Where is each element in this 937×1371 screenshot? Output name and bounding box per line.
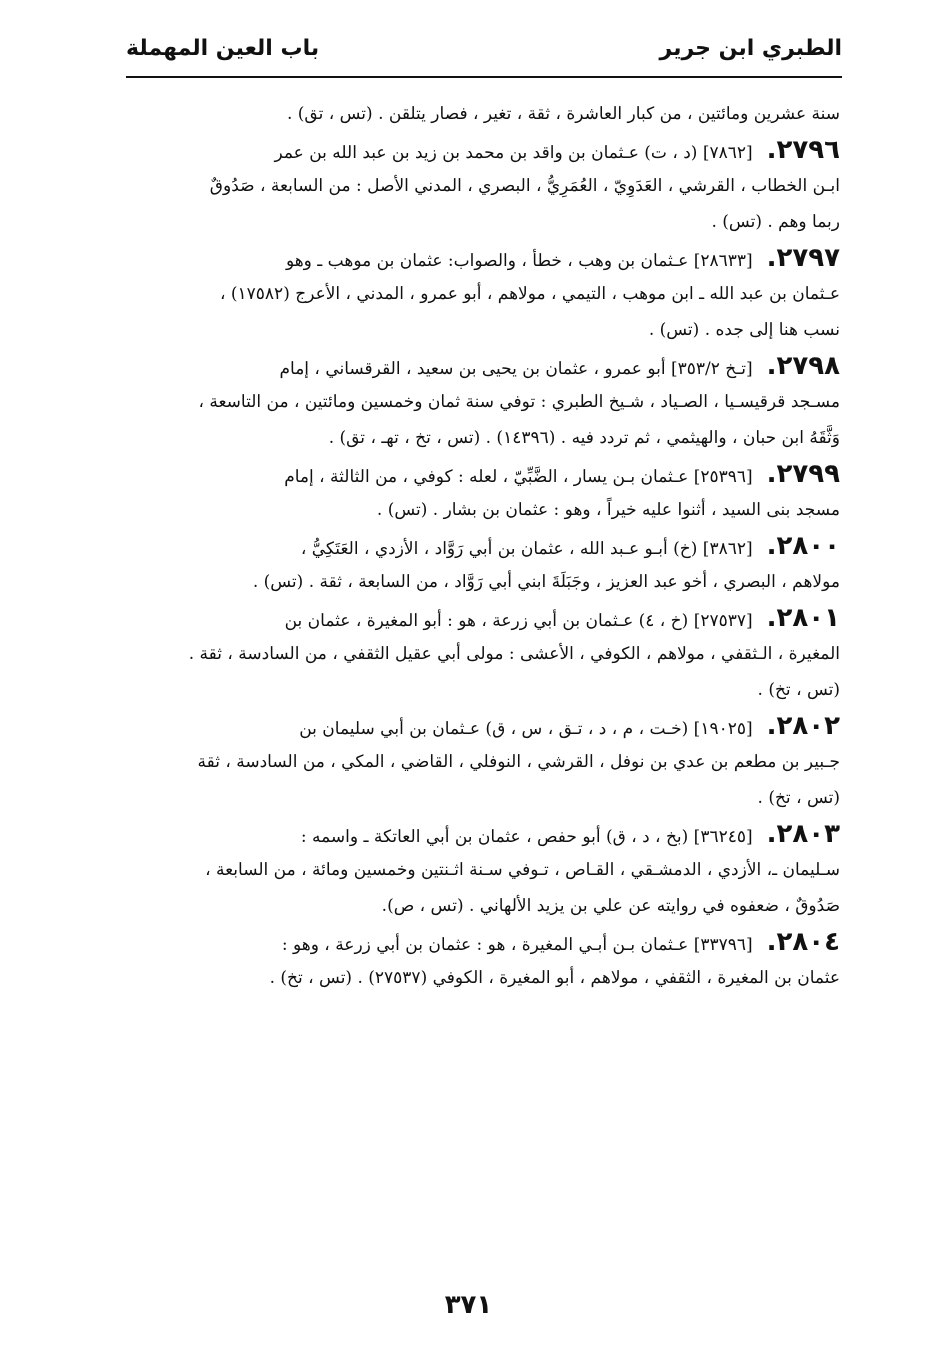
entry-number: ٢٧٩٩. (766, 459, 840, 489)
biography-entry (128, 456, 840, 528)
entry-text: [٧٨٦٢] (د ، ت) عـثمان بن واقد بن محمد بن زيد بن عبد الله بن عمر (274, 143, 753, 163)
entry-number: ٢٨٠٤. (766, 927, 840, 957)
entry-text: [١٩٠٢٥] (خـت ، م ، د ، تـق ، س ، ق) عـثمان بن أبي سليمان بن (299, 719, 753, 739)
entry-number: ٢٧٩٦. (766, 135, 840, 165)
entry-line (128, 564, 840, 600)
entry-text: مولاهم ، البصري ، أخو عبد العزيز ، وجَبَلَةَ ابني أبي رَوَّاد ، من السابعة ، ثقة . (تس) . (252, 572, 840, 592)
entry-line (128, 852, 840, 888)
entry-text: ابـن الخطاب ، القرشي ، العَدَوِيّ ، العُمَرِيُّ ، البصري ، المدني الأصل : من السابعة ، صَدُوقٌ (209, 176, 840, 196)
entry-number: ٢٨٠٢. (766, 711, 840, 741)
entry-number: ٢٨٠٣. (766, 819, 840, 849)
header-divider (126, 76, 842, 78)
entry-text: [٣٣٧٩٦] عـثمان بـن أبـي المغيرة ، هو : عثمان بن أبي زرعة ، وهو : (281, 935, 753, 955)
entry-text: جـبير بن مطعم بن عدي بن نوفل ، القرشي ، النوفلي ، القاضي ، المكي ، من السادسة ، ثقة (197, 752, 840, 772)
page-number: ٣٧١ (444, 1290, 493, 1320)
entry-line (128, 240, 840, 276)
entry-line (128, 924, 840, 960)
entry-number: ٢٧٩٧. (766, 243, 840, 273)
entry-number: ٢٨٠٠. (766, 531, 840, 561)
entry-line (128, 780, 840, 816)
entry-text: [٣٨٦٢] (خ) أبـو عـبد الله ، عثمان بن أبي رَوَّاد ، الأزدي ، العَتَكِيُّ ، (300, 539, 753, 559)
entry-line (128, 456, 840, 492)
entries-body (128, 96, 840, 996)
entry-text: ربما وهم . (تس) . (711, 212, 840, 232)
entry-text: (تس ، تخ) . (757, 680, 840, 700)
entry-line (128, 204, 840, 240)
entry-line (128, 420, 840, 456)
entry-line (128, 888, 840, 924)
entry-line (128, 708, 840, 744)
entry-line (128, 132, 840, 168)
entry-text: [٣٦٢٤٥] (بخ ، د ، ق) أبو حفص ، عثمان بن أبي العاتكة ـ واسمه : (300, 827, 753, 847)
entry-line (128, 816, 840, 852)
biography-entry (128, 924, 840, 996)
biography-entry (128, 708, 840, 816)
book-title: الطبري ابن جرير (659, 36, 842, 61)
biography-entry (128, 132, 840, 240)
entry-number: ٢٧٩٨. (766, 351, 840, 381)
entry-text: سـليمان ـ، الأزدي ، الدمشـقي ، القـاص ، تـوفي سـنة اثـنتين وخمسين ومائة ، من السابعة ، (205, 860, 840, 880)
continuation-line: سنة عشرين ومائتين ، من كبار العاشرة ، ثقة ، تغير ، فصار يتلقن . (تس ، تق) . (286, 104, 840, 124)
entry-line (128, 600, 840, 636)
entry-line (128, 168, 840, 204)
entry-text: المغيرة ، الـثقفي ، مولاهم ، الكوفي ، الأعشى : مولى أبي عقيل الثقفي ، من السادسة ، ثقة . (188, 644, 840, 664)
entry-line (128, 348, 840, 384)
entry-text: مسجد بنى السيد ، أثنوا عليه خيراً ، وهو : عثمان بن بشار . (تس) . (376, 500, 840, 520)
entry-line (128, 492, 840, 528)
entries-list (128, 132, 840, 996)
entry-line (128, 276, 840, 312)
entry-text: [٢٨٦٣٣] عـثمان بن وهب ، خطأ ، والصواب: عثمان بن موهب ـ وهو (285, 251, 753, 271)
entry-text: مسـجد قرقيسـيا ، الصـياد ، شـيخ الطبري : توفي سنة ثمان وخمسين ومائتين ، من التاسعة ، (198, 392, 840, 412)
running-header (126, 30, 842, 70)
entry-text: نسب هنا إلى جده . (تس) . (648, 320, 840, 340)
entry-line (128, 384, 840, 420)
entry-line (128, 672, 840, 708)
entry-line (128, 960, 840, 996)
entry-number: ٢٨٠١. (766, 603, 840, 633)
entry-text: صَدُوقٌ ، ضعفوه في روايته عن علي بن يزيد الألهاني . (تس ، ص). (381, 896, 840, 916)
biography-entry (128, 816, 840, 924)
entry-line (128, 312, 840, 348)
entry-text: [٢٥٣٩٦] عـثمان بـن يسار ، الضَّبِّيّ ، لعله : كوفي ، من الثالثة ، إمام (284, 467, 753, 487)
chapter-title: باب العين المهملة (126, 36, 320, 61)
entry-text: عثمان بن المغيرة ، الثقفي ، مولاهم ، أبو المغيرة ، الكوفي (٢٧٥٣٧) . (تس ، تخ) . (269, 968, 840, 988)
biography-entry (128, 348, 840, 456)
entry-text: [٢٧٥٣٧] (خ ، ٤) عـثمان بن أبي زرعة ، هو : أبو المغيرة ، عثمان بن (284, 611, 753, 631)
biography-entry (128, 600, 840, 708)
entry-text: عـثمان بن عبد الله ـ ابن موهب ، التيمي ، مولاهم ، أبو عمرو ، المدني ، الأعرج (١٧٥٨٢) ، (220, 284, 840, 304)
entry-line (128, 528, 840, 564)
entry-line (128, 636, 840, 672)
entry-text: (تس ، تخ) . (757, 788, 840, 808)
entry-line (128, 744, 840, 780)
entry-text: [تـخ ٣٥٣/٢] أبو عمرو ، عثمان بن يحيى بن سعيد ، القرقساني ، إمام (279, 359, 753, 379)
biography-entry (128, 528, 840, 600)
entry-text: وَثَّقَهُ ابن حبان ، والهيثمي ، ثم تردد فيه . (١٤٣٩٦) . (تس ، تخ ، تهـ ، تق) . (328, 428, 840, 448)
biography-entry (128, 240, 840, 348)
